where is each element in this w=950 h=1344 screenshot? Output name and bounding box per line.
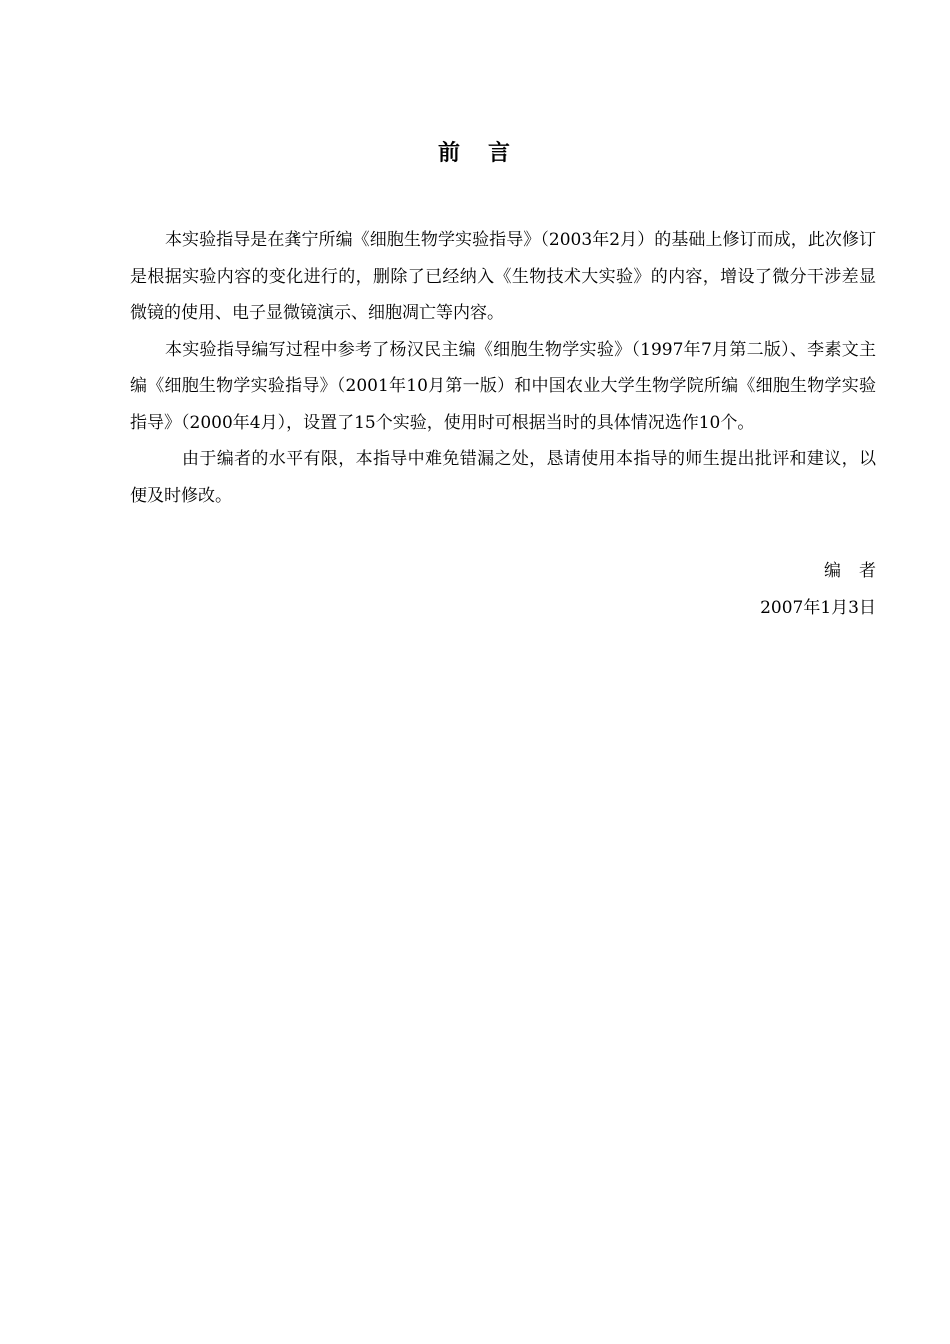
paragraph-2: 本实验指导编写过程中参考了杨汉民主编《细胞生物学实验》（1997年7月第二版）、李素文主编《细胞生物学实验指导》（2001年10月第一版）和中国农业大学生物学院所编《细胞生物学实验指导》（2000年4月），设置了15个实验，使用时可根据当时的具体情况选作10个。 [130, 339, 876, 433]
preface-body [130, 222, 876, 514]
author-signature: 编者 [824, 561, 894, 581]
page-title-char-1: 前 [437, 140, 462, 166]
signature-date: 2007年1月3日 [760, 597, 876, 618]
paragraph-1: 本实验指导是在龚宁所编《细胞生物学实验指导》（2003年2月）的基础上修订而成，此次修订是根据实验内容的变化进行的，删除了已经纳入《生物技术大实验》的内容，增设了微分干涉差显微镜的使用、电子显微镜演示、细胞凋亡等内容。 [130, 230, 876, 323]
paragraph-3: 由于编者的水平有限，本指导中难免错漏之处，恳请使用本指导的师生提出批评和建议，以便及时修改。 [130, 449, 876, 506]
signature-block [760, 553, 894, 626]
page-title-char-2: 言 [488, 140, 513, 166]
page-title [0, 136, 950, 167]
